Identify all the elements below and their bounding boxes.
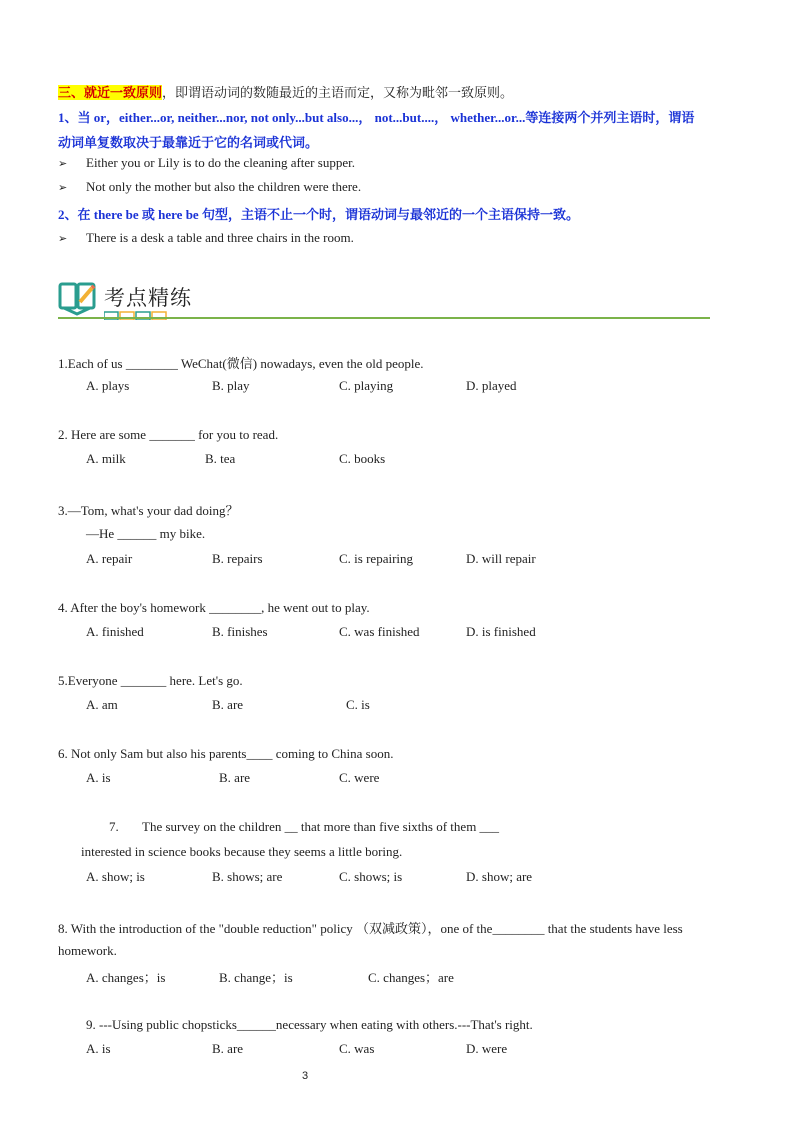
question-stem: 8. With the introduction of the "double reduction" policy （双减政策），one of the________ that the students have less <box>58 921 683 936</box>
question-stem: 5.Everyone _______ here. Let's go. <box>58 673 243 688</box>
option-b: B. are <box>212 697 244 712</box>
option-d: D. show; are <box>466 869 533 884</box>
option-c: C. were <box>339 770 380 785</box>
option-d: D. were <box>466 1041 508 1056</box>
option-d: D. will repair <box>466 551 536 566</box>
option-a: A. is <box>86 770 111 785</box>
option-c: C. books <box>339 451 386 466</box>
question-stem: 1.Each of us ________ WeChat(微信) nowadays, even the old people. <box>58 356 424 371</box>
rule-heading-line <box>58 82 513 101</box>
question-stem: 4. After the boy's homework ________, he went out to play. <box>58 600 370 615</box>
option-b: B. are <box>212 1041 244 1056</box>
rule1-line1: 1、当 or，either...or, neither...nor, not only...but also...， not...but....， whether...or...等连接两个并列主语时，谓语 <box>58 110 695 125</box>
example-sentence: There is a desk a table and three chairs in the room. <box>86 230 354 245</box>
bullet-arrow-icon: ➢ <box>58 233 68 245</box>
option-b: B. play <box>212 378 250 393</box>
rule2-line: 2、在 there be 或 here be 句型，主语不止一个时，谓语动词与最邻近的一个主语保持一致。 <box>58 207 579 222</box>
bullet-arrow-icon: ➢ <box>58 182 68 194</box>
example-sentence: Either you or Lily is to do the cleaning after supper. <box>86 155 355 170</box>
option-b: B. repairs <box>212 551 263 566</box>
option-c: C. changes；are <box>368 970 454 985</box>
option-a: A. plays <box>86 378 130 393</box>
question-stem-line2: —He ______ my bike. <box>86 526 206 541</box>
question-stem: 9. ---Using public chopsticks______necessary when eating with others.---That's right. <box>86 1017 533 1032</box>
option-a: A. am <box>86 697 118 712</box>
option-a: A. milk <box>86 451 126 466</box>
option-c: C. was finished <box>339 624 420 639</box>
option-c: C. was <box>339 1041 375 1056</box>
question-stem: 3.—Tom, what's your dad doing？ <box>58 503 239 518</box>
exercise-title: 考点精练 <box>104 286 192 310</box>
option-a: A. show; is <box>86 869 145 884</box>
rule-heading-rest: ，即谓语动词的数随最近的主语而定，又称为毗邻一致原则。 <box>162 85 514 100</box>
option-b: B. shows; are <box>212 869 283 884</box>
rule1-line2: 动词单复数取决于最靠近于它的名词或代词。 <box>58 135 319 150</box>
option-c: C. is repairing <box>339 551 414 566</box>
question-stem: 2. Here are some _______ for you to read. <box>58 427 279 442</box>
book-icon <box>58 278 98 318</box>
section-divider <box>58 317 710 319</box>
option-a: A. is <box>86 1041 111 1056</box>
question-number: 7. <box>109 819 119 834</box>
option-c: C. is <box>346 697 370 712</box>
option-d: D. is finished <box>466 624 536 639</box>
example-sentence: Not only the mother but also the children were there. <box>86 179 362 194</box>
question-stem: The survey on the children __ that more than five sixths of them ___ <box>142 819 500 834</box>
question-stem-line2: homework. <box>58 943 117 958</box>
option-c: C. shows; is <box>339 869 403 884</box>
option-a: A. finished <box>86 624 144 639</box>
option-b: B. finishes <box>212 624 268 639</box>
bullet-arrow-icon: ➢ <box>58 158 68 170</box>
rule-heading: 三、就近一致原则 <box>58 85 163 100</box>
option-b: B. are <box>219 770 251 785</box>
page-number: 3 <box>302 1070 309 1082</box>
question-stem: 6. Not only Sam but also his parents____ coming to China soon. <box>58 746 394 761</box>
option-a: A. repair <box>86 551 133 566</box>
option-b: B. change；is <box>219 970 293 985</box>
option-b: B. tea <box>205 451 236 466</box>
question-stem-line2: interested in science books because they seems a little boring. <box>81 844 403 859</box>
option-a: A. changes；is <box>86 970 166 985</box>
option-d: D. played <box>466 378 517 393</box>
option-c: C. playing <box>339 378 394 393</box>
